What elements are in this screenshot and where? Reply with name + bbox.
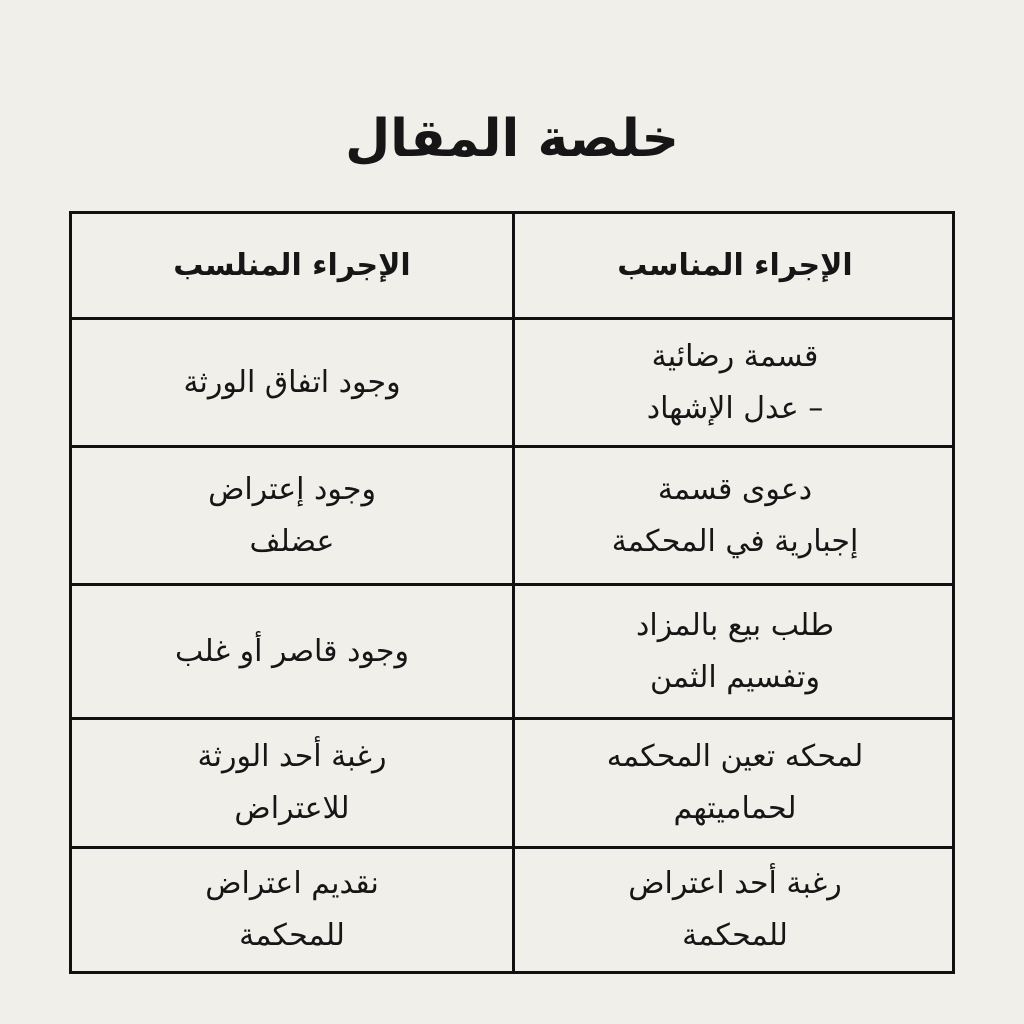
table-cell-right: رغبة أحد اعتراض للمحكمة	[628, 866, 842, 953]
table-cell-left: وجود قاصر أو غلب	[72, 586, 515, 720]
page-title: خلصة المقال	[345, 109, 679, 169]
table-cell-right: دعوى قسمة إجبارية في المحكمة	[515, 448, 955, 586]
header-left: الإجراء المنلسب	[72, 214, 515, 320]
summary-table	[69, 211, 955, 974]
table-cell-left: وجود إعتراض عضلف	[72, 448, 515, 586]
table-cell-right: طلب بيع بالمزاد وتفسيم الثمن	[515, 586, 955, 720]
table-cell-left: نقديم اعتراض للمحكمة	[72, 849, 515, 971]
table-cell-right: قسمة رضائية – عدل الإشهاد	[515, 320, 955, 448]
table-cell-right: لمحكه تعين المحكمه لحماميتهم	[515, 720, 955, 849]
header-right: الإجراء المناسب	[515, 214, 955, 320]
table-cell-left: رغبة أحد الورثة للاعتراض	[72, 720, 515, 849]
table-cell-left: وجود اتفاق الورثة	[72, 320, 515, 448]
